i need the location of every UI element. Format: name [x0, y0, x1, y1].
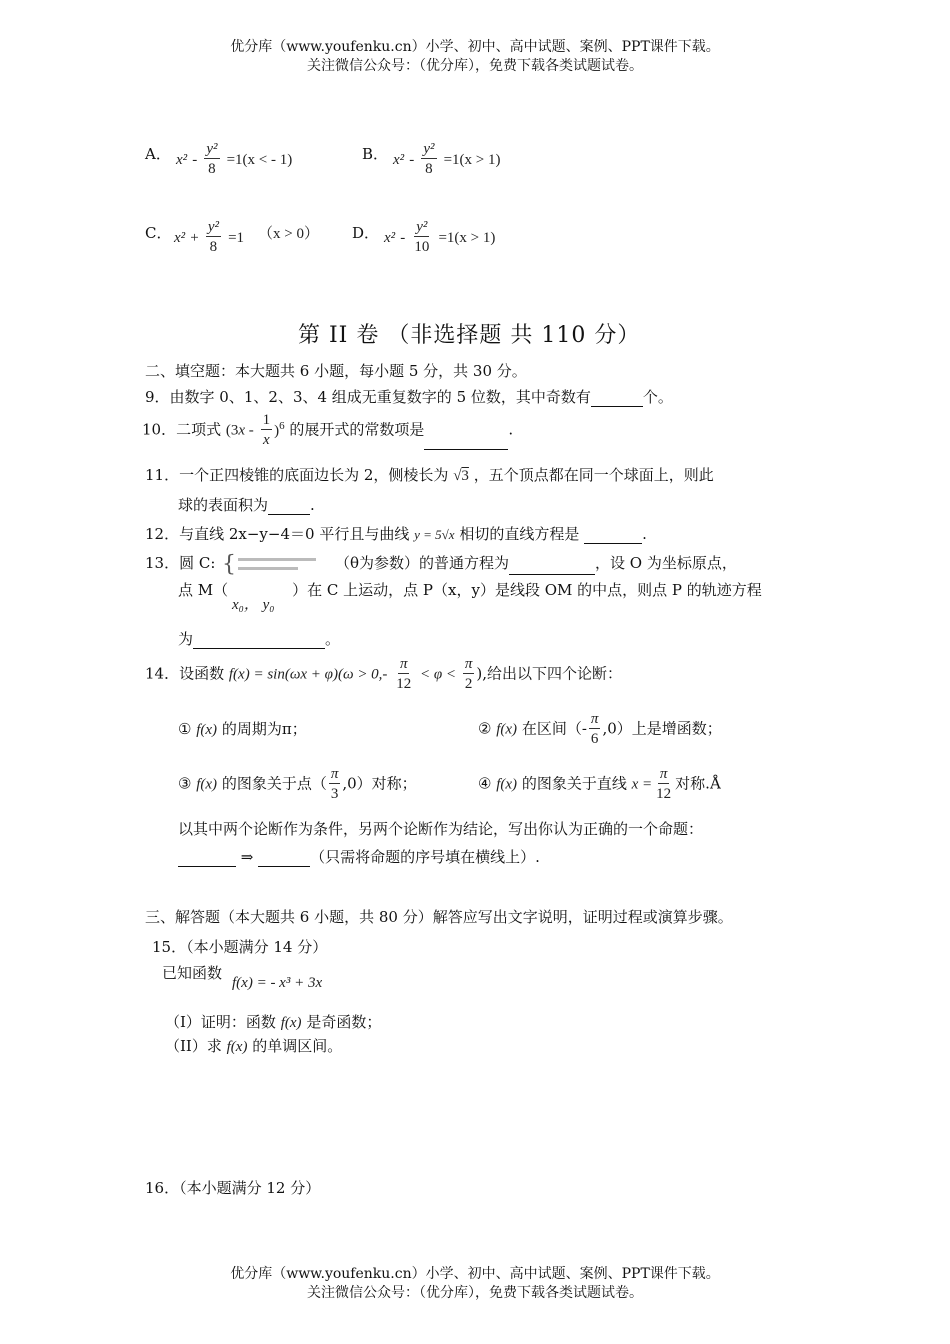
footer-line-2: 关注微信公众号：（优分库），免费下载各类试题试卷。 — [307, 1285, 643, 1301]
option-d-formula: x² - $\frac{\text{y²}}{10}$ =1(x > 1) — [384, 219, 496, 255]
question-15-function: f(x) = - x³ + 3x — [232, 975, 323, 991]
answer-blank[interactable] — [509, 574, 595, 575]
footer-line-1: 优分库（www.youfenku.cn）小学、初中、高中试题、案例、PPT课件下载。 — [230, 1266, 720, 1282]
question-15-given: 已知函数 — [162, 964, 223, 982]
condition-2: ② f(x) 在区间（- $\frac{\pi}{6}$ ,0）上是增函数； — [478, 711, 722, 747]
question-14: 14．设函数 f(x) = sin(ωx + φ)(ω > 0,- $\frac{\pi}{12}$ < φ < $\frac{\pi}{2}$ ),给出以下四个论断： — [145, 656, 622, 692]
section-3-intro: 三、解答题（本大题共 6 小题，共 80 分）解答应写出文字说明，证明过程或演算步骤。 — [145, 908, 733, 926]
option-d-label: D． — [352, 224, 380, 242]
section-2-title: 第 II 卷 （非选择题 共 110 分） — [298, 323, 641, 348]
question-14-instruction: 以其中两个论断作为条件，另两个论断作为结论，写出你认为正确的一个命题： — [178, 820, 704, 838]
option-b-label: B． — [362, 145, 389, 163]
svg-text:{: { — [222, 553, 237, 575]
option-b-formula: x² - $\frac{\text{y²}}{8}$ =1(x > 1) — [393, 141, 501, 177]
answer-blank[interactable] — [178, 866, 236, 867]
option-a-label: A． — [145, 145, 171, 163]
answer-blank[interactable] — [193, 648, 325, 649]
question-11-line-1: 11．一个正四棱锥的底面边长为 2，侧棱长为 √3 ，五个顶点都在同一个球面上，则此 — [145, 466, 714, 484]
option-c-formula: x² + $\frac{\text{y²}}{8}$ =1 — [174, 219, 245, 255]
header-line-1: 优分库（www.youfenku.cn）小学、初中、高中试题、案例、PPT课件下载。 — [230, 39, 720, 55]
condition-4: ④ f(x) 的图象关于直线 x = $\frac{\pi}{12}$ 对称.Å — [478, 766, 721, 802]
question-16-heading: 16．（本小题满分 12 分） — [145, 1179, 321, 1197]
header-line-2: 关注微信公众号：（优分库），免费下载各类试题试卷。 — [307, 58, 643, 74]
condition-1: ① f(x) 的周期为π； — [178, 720, 307, 738]
question-13-line-2: 点 M（ ）在 C 上运动，点 P（x，y）是线段 OM 的中点，则点 P 的轨迹方程 — [178, 581, 762, 599]
question-15-part-1: （I）证明：函数 f(x) 是奇函数； — [165, 1013, 382, 1031]
answer-blank[interactable] — [268, 514, 310, 515]
answer-blank[interactable] — [258, 866, 310, 867]
question-13-line-1: 13．圆 C: { （θ为参数）的普通方程为 ，设 O 为坐标原点， — [145, 553, 737, 575]
option-c-condition: （x > 0） — [258, 226, 319, 242]
option-c-label: C． — [145, 224, 172, 242]
question-15-heading: 15．（本小题满分 14 分） — [152, 938, 328, 956]
question-14-answer-line: ⇒ （只需将命题的序号填在横线上）. — [178, 846, 540, 867]
question-12: 12．与直线 2x−y−4＝0 平行且与曲线 y = 5√x 相切的直线方程是 . — [145, 525, 647, 543]
question-13-line-3: 为 。 — [178, 630, 341, 648]
answer-blank[interactable] — [584, 543, 642, 544]
answer-blank[interactable] — [591, 406, 643, 407]
question-10: 10．二项式 (3x - $\frac{1}{x}$ )$^6$ 的展开式的常数项是 . — [142, 412, 514, 448]
question-15-part-2: （II）求 f(x) 的单调区间。 — [165, 1037, 343, 1055]
point-m-coordinates: x₀， y₀ — [232, 597, 275, 613]
parametric-brace-icon — [220, 553, 330, 575]
condition-3: ③ f(x) 的图象关于点（ $\frac{\pi}{3}$ ,0）对称； — [178, 766, 417, 802]
fill-intro: 二、填空题：本大题共 6 小题，每小题 5 分，共 30 分。 — [145, 362, 527, 380]
question-9: 9．由数字 0、1、2、3、4 组成无重复数字的 5 位数，其中奇数有 个。 — [145, 388, 673, 406]
question-11-line-2: 球的表面积为 . — [178, 496, 315, 514]
answer-blank[interactable] — [424, 449, 508, 450]
option-a-formula: x² - $\frac{\text{y²}}{8}$ =1(x < - 1) — [176, 141, 293, 177]
